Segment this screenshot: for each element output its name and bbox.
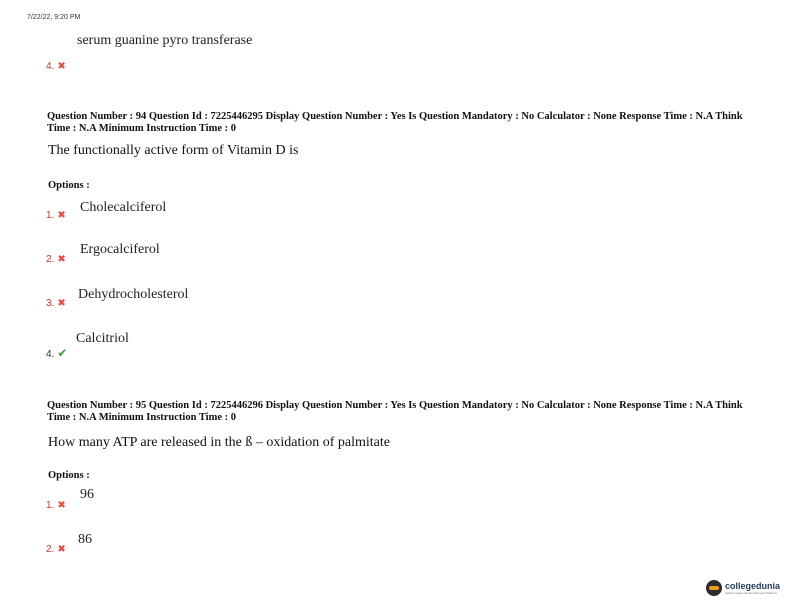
cross-icon: ✖ bbox=[57, 254, 66, 265]
option-number bbox=[46, 500, 66, 511]
question-text: How many ATP are released in the ß – oxidation of palmitate bbox=[48, 435, 391, 450]
question-text: The functionally active form of Vitamin D is bbox=[48, 143, 299, 158]
option-number-label: 4. bbox=[46, 61, 55, 72]
option-number bbox=[46, 346, 67, 360]
option-number-label: 1. bbox=[46, 210, 55, 221]
cross-icon: ✖ bbox=[57, 298, 66, 309]
cross-icon: ✖ bbox=[57, 210, 66, 221]
brand-tagline: India's largest Student Review Platform bbox=[725, 591, 778, 595]
option-number-label: 2. bbox=[46, 544, 55, 555]
brand-name: collegedunia bbox=[725, 581, 781, 591]
option-text: Cholecalciferol bbox=[80, 200, 167, 215]
option-number bbox=[46, 210, 66, 221]
question-meta: Question Number : 94 Question Id : 7225446295 Display Question Number : Yes Is Question Mandatory : No Calculator : None Response Time : N.A Think Time : N.A Minimum Instruction Time : 0 bbox=[47, 111, 743, 134]
option-number bbox=[46, 254, 66, 265]
brand-logo-text bbox=[725, 581, 780, 595]
option-text: serum guanine pyro transferase bbox=[77, 33, 253, 48]
brand-logo bbox=[706, 580, 780, 596]
option-number-label: 2. bbox=[46, 254, 55, 265]
option-number-label: 3. bbox=[46, 298, 55, 309]
option-number-label: 4. bbox=[46, 349, 55, 360]
print-timestamp: 7/22/22, 9:20 PM bbox=[27, 14, 81, 21]
option-number bbox=[46, 544, 66, 555]
option-text: Ergocalciferol bbox=[80, 242, 160, 257]
mascot-icon bbox=[706, 580, 722, 596]
option-text: Calcitriol bbox=[76, 331, 129, 346]
options-label: Options : bbox=[48, 470, 90, 481]
cross-icon: ✖ bbox=[57, 500, 66, 511]
option-number-label: 1. bbox=[46, 500, 55, 511]
option-text: 86 bbox=[78, 532, 92, 547]
check-icon: ✔ bbox=[57, 346, 68, 360]
cross-icon: ✖ bbox=[57, 61, 66, 72]
option-number bbox=[46, 298, 66, 309]
option-number bbox=[46, 61, 66, 72]
question-meta: Question Number : 95 Question Id : 7225446296 Display Question Number : Yes Is Question Mandatory : No Calculator : None Response Time : N.A Think Time : N.A Minimum Instruction Time : 0 bbox=[47, 400, 743, 423]
options-label: Options : bbox=[48, 180, 90, 191]
cross-icon: ✖ bbox=[57, 544, 66, 555]
option-text: 96 bbox=[80, 487, 94, 502]
option-text: Dehydrocholesterol bbox=[78, 287, 189, 302]
